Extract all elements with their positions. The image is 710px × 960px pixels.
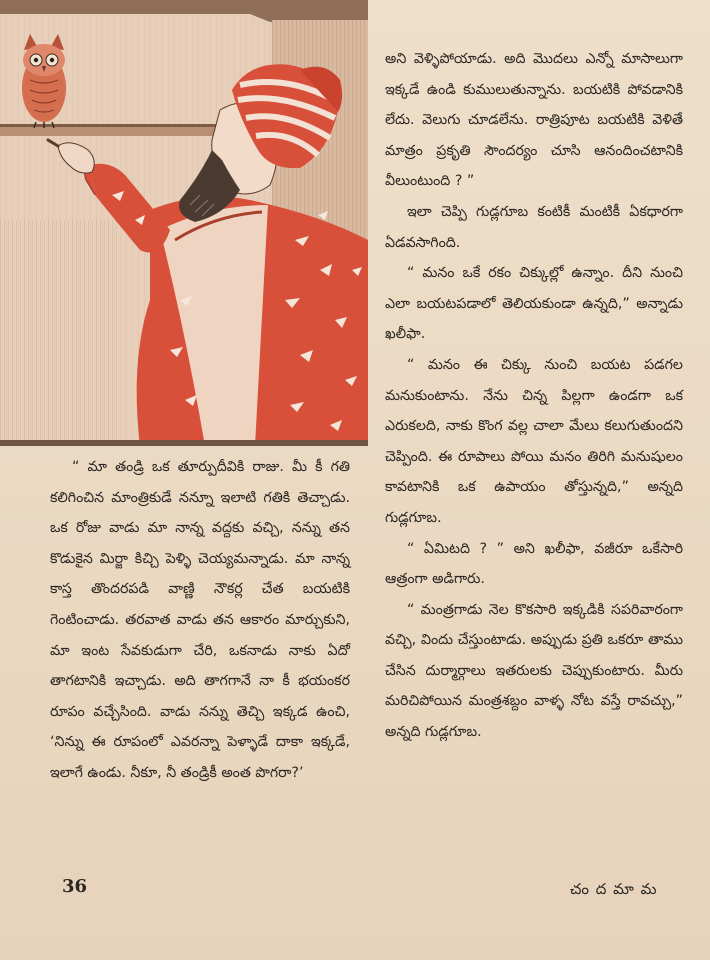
right-paragraph-1: ఇలా చెప్పి గుడ్లగూబ కంటికీ మంటికీ ఏకధారగా ఏడవసాగింది.	[385, 203, 683, 251]
left-paragraph-1: “ మా తండ్రి ఒక తూర్పుదీవికి రాజు. మీ కీ గతి కలిగించిన మాంత్రికుడే నన్నూ ఇలాటి గతికి తెచ్చాడు. ఒక రోజు వాడు మా నాన్న వద్దకు వచ్చి, నన్ను తన కొడుకైన మిర్జా కిచ్చి పెళ్ళి చెయ్యమన్నాడు. మా నాన్న కాస్త తొందరపడి వాణ్ణి నౌకర్ల చేత బయటికి గెంటించాడు. తరవాత వాడు తన ఆకారం మార్చుకుని, మా ఇంట సేవకుడుగా చేరి, ఒకనాడు నాకు ఏదో తాగటానికి ఇచ్చాడు. అది తాగగానే నా కీ భయంకర రూపం వచ్చేసింది. వాడు నన్ను తెచ్చి ఇక్కడ ఉంచి, ‘నిన్ను ఈ రూపంలో ఎవరన్నా పెళ్ళాడే దాకా ఇక్కడే, ఇలాగే ఉండు. నీకూ, నీ తండ్రికీ అంత పొగరా?’	[50, 459, 350, 781]
page-number: 36	[62, 876, 88, 897]
right-paragraph-4: “ ఏమిటది ? ” అని ఖలీఫా, వజీరూ ఒకేసారి ఆత్రంగా అడిగారు.	[385, 540, 683, 588]
magazine-name-footer: చం ద మా మ	[570, 880, 658, 898]
right-text-column	[385, 44, 683, 748]
right-paragraph-5: “ మంత్రగాడు నెల కొకసారి ఇక్కడికి సపరివారంగా వచ్చి, విందు చేస్తుంటాడు. అప్పుడు ప్రతి ఒకరూ తాము చేసిన దుర్మార్గాలు ఇతరులకు చెప్పుకుంటారు. మీరు మరిచిపోయిన మంత్రశబ్దం వాళ్ళ నోట వస్తే రావచ్చు,” అన్నది గుడ్లగూబ.	[385, 601, 683, 741]
right-paragraph-3: “ మనం ఈ చిక్కు నుంచి బయట పడగల మనుకుంటాను. నేను చిన్న పిల్లగా ఉండగా ఒక ఎరుకలది, నాకు కొంగ వల్ల చాలా మేలు కలుగుతుందని చెప్పింది. ఈ రూపాలు పోయి మనం తిరిగి మనుషులం కావటానికి ఒక ఉపాయం తోస్తున్నది,” అన్నది గుడ్లగూబ.	[385, 356, 683, 526]
right-paragraph-2: “ మనం ఒకే రకం చిక్కుల్లో ఉన్నాం. దీని నుంచి ఎలా బయటపడాలో తెలియకుండా ఉన్నది,” అన్నాడు ఖలీఫా.	[385, 265, 683, 343]
illustration-svg	[0, 0, 368, 446]
right-continuation-paragraph: అని వెళ్ళిపోయాడు. అది మొదలు ఎన్నో మాసాలుగా ఇక్కడే ఉండి కుములుతున్నాను. బయటికి పోవడానికి లేదు. వెలుగు చూడలేను. రాత్రిపూట బయటికి వెళితే మాత్రం ప్రకృతి సౌందర్యం చూసి ఆనందించటానికి వీలుంటుంది ? ”	[385, 51, 683, 190]
man-pointing-at-owl-illustration	[0, 0, 368, 446]
left-text-column	[50, 452, 350, 789]
